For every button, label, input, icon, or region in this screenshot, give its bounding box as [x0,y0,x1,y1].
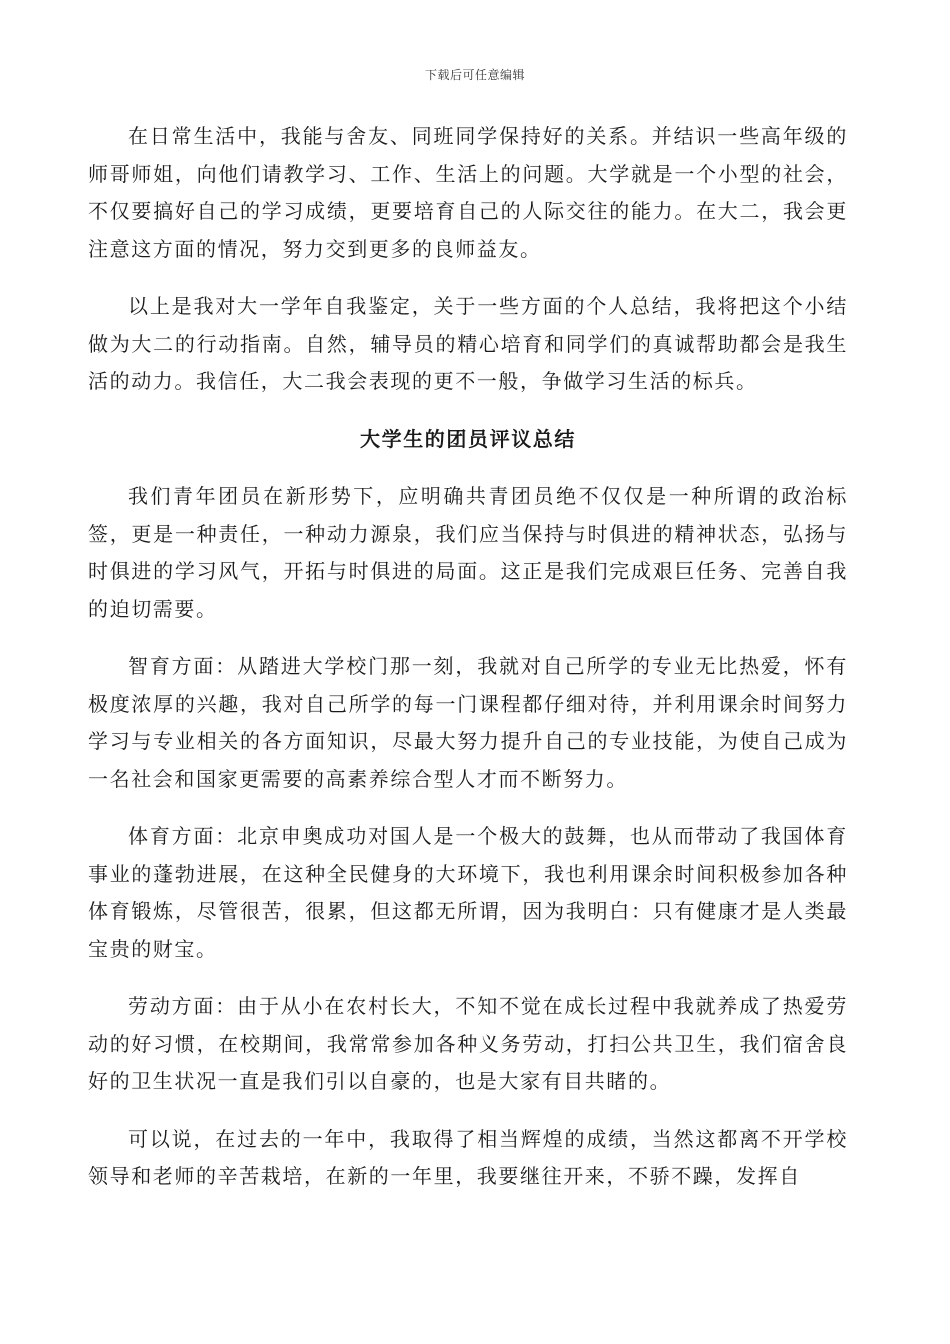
page-header: 下载后可任意编辑 [424,68,525,82]
paragraph: 智育方面：从踏进大学校门那一刻，我就对自己所学的专业无比热爱，怀有极度浓厚的兴趣，我对自己所学的每一门课程都仔细对待，并利用课余时间努力学习与专业相关的各方面知识，尽最大努力提升自己的专业技能，为使自己成为一名社会和国家更需要的高素养综合型人才而不断努力。 [88,654,848,791]
paragraph: 在日常生活中，我能与舍友、同班同学保持好的关系。并结识一些高年级的师哥师姐，向他们请教学习、工作、生活上的问题。大学就是一个小型的社会，不仅要搞好自己的学习成绩，更要培育自己的人际交往的能力。在大二，我会更注意这方面的情况，努力交到更多的良师益友。 [88,124,848,261]
document-body [88,118,848,1216]
paragraph: 我们青年团员在新形势下，应明确共青团员绝不仅仅是一种所谓的政治标签，更是一种责任，一种动力源泉，我们应当保持与时俱进的精神状态，弘扬与时俱进的学习风气，开拓与时俱进的局面。这正是我们完成艰巨任务、完善自我的迫切需要。 [88,484,848,621]
paragraph: 劳动方面：由于从小在农村长大，不知不觉在成长过程中我就养成了热爱劳动的好习惯，在校期间，我常常参加各种义务劳动，打扫公共卫生，我们宿舍良好的卫生状况一直是我们引以自豪的，也是大家有目共睹的。 [88,994,848,1093]
paragraph: 以上是我对大一学年自我鉴定，关于一些方面的个人总结，我将把这个小结做为大二的行动指南。自然，辅导员的精心培育和同学们的真诚帮助都会是我生活的动力。我信任，大二我会表现的更不一般，争做学习生活的标兵。 [88,294,848,393]
section-title: 大学生的团员评议总结 [360,426,576,451]
paragraph: 可以说，在过去的一年中，我取得了相当辉煌的成绩，当然这都离不开学校领导和老师的辛苦栽培，在新的一年里，我要继往开来，不骄不躁，发挥自 [88,1126,848,1188]
paragraph: 体育方面：北京申奥成功对国人是一个极大的鼓舞，也从而带动了我国体育事业的蓬勃进展，在这种全民健身的大环境下，我也利用课余时间积极参加各种体育锻炼，尽管很苦，很累，但这都无所谓，因为我明白：只有健康才是人类最宝贵的财宝。 [88,824,848,961]
